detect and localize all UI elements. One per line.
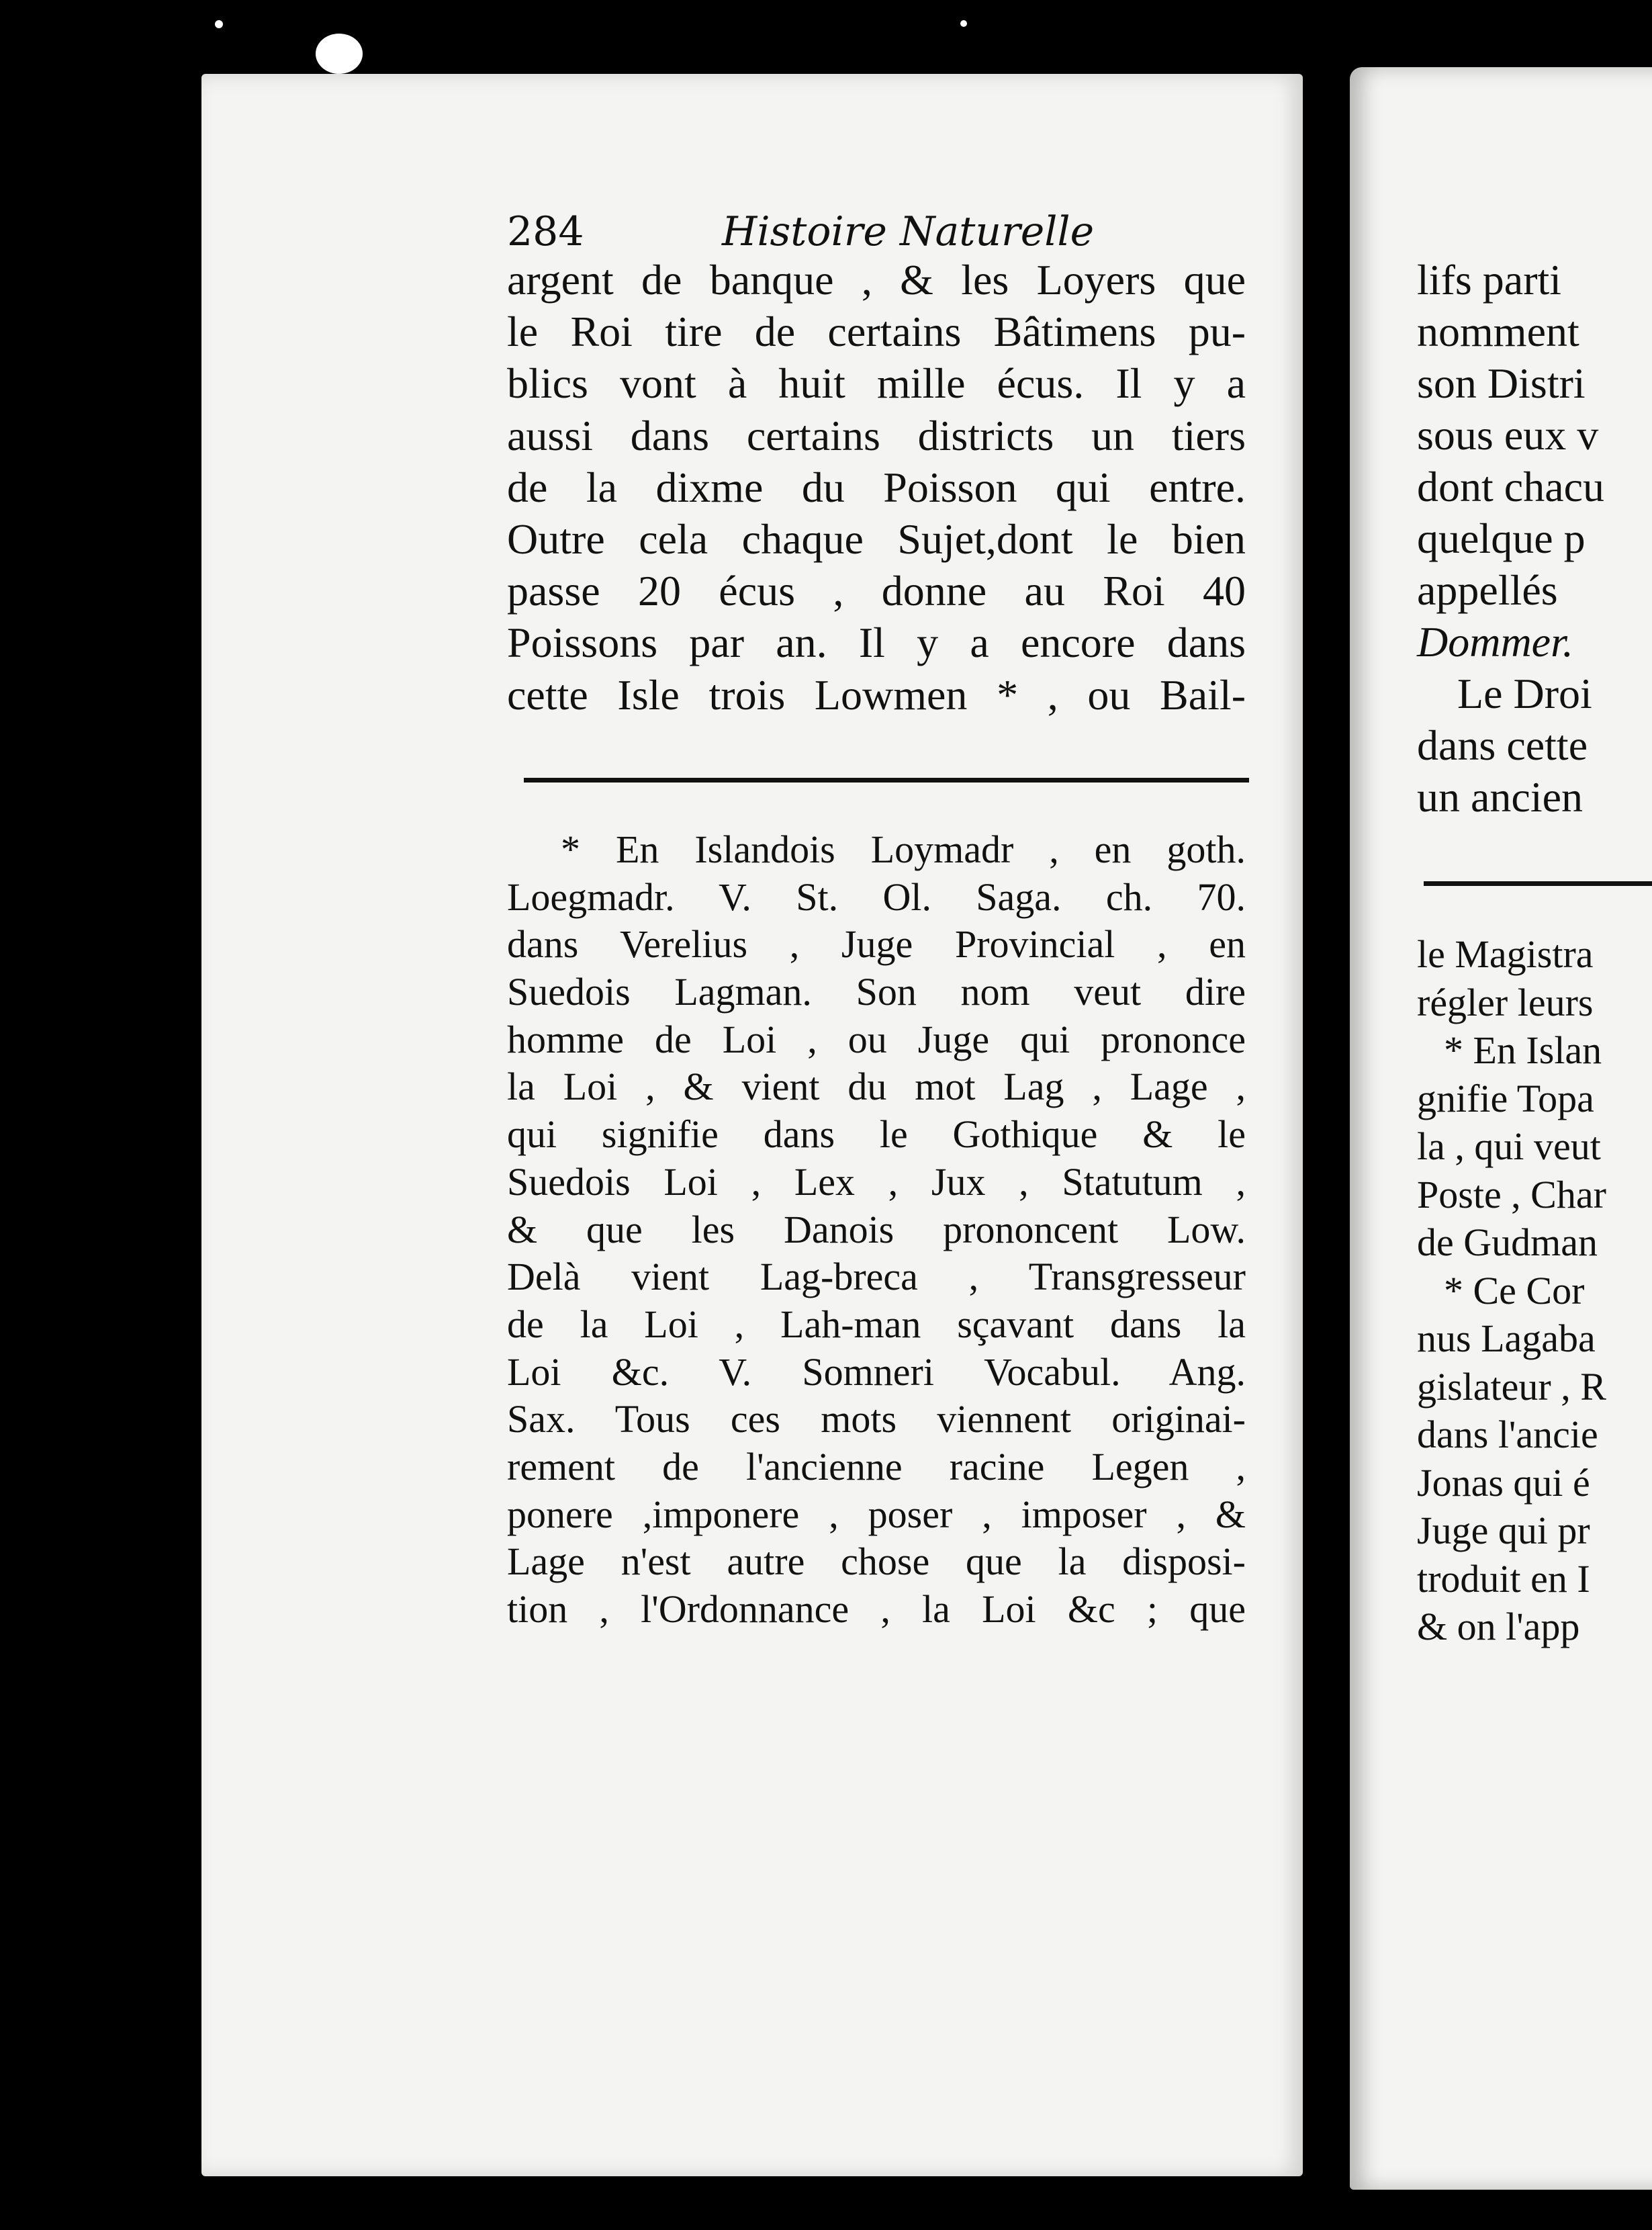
right-line: Dommer. — [1417, 618, 1573, 666]
paper-speck — [316, 34, 363, 74]
footnote-line: & que les Danois prononcent Low. — [507, 1207, 1246, 1251]
right-footnote-line: Jonas qui é — [1417, 1460, 1590, 1505]
right-line: quelque p — [1417, 515, 1586, 562]
body-line: le Roi tire de certains Bâtimens pu- — [507, 308, 1246, 356]
right-line: dont chacu — [1417, 463, 1604, 510]
right-footnote-line: Juge qui pr — [1417, 1509, 1590, 1552]
right-page-body — [1417, 254, 1652, 823]
right-line: son Distri — [1417, 359, 1586, 407]
right-line: appellés — [1417, 566, 1558, 614]
right-line: Le Droi — [1457, 670, 1592, 717]
right-footnote-line: gislateur , R — [1417, 1364, 1606, 1409]
right-footnote-line: la , qui veut — [1417, 1124, 1601, 1168]
footnote-line: Loi &c. V. Somneri Vocabul. Ang. — [507, 1349, 1246, 1394]
body-line: argent de banque , & les Loyers que — [507, 256, 1246, 304]
page-number: 284 — [507, 208, 584, 255]
footnote-line: rement de l'ancienne racine Legen , — [507, 1444, 1246, 1488]
page-header — [507, 202, 1246, 262]
footnote-line: la Loi , & vient du mot Lag , Lage , — [507, 1065, 1246, 1109]
footnote-line: Lage n'est autre chose que la disposi- — [507, 1540, 1246, 1584]
footnote-line: homme de Loi , ou Juge qui prononce — [507, 1017, 1246, 1061]
right-footnote-line: de Gudman — [1417, 1220, 1598, 1264]
footnote-rule — [524, 778, 1249, 783]
right-line: dans cette — [1417, 721, 1588, 769]
footnote-line: Suedois Lagman. Son nom veut dire — [507, 970, 1246, 1014]
footnote-line: ponere ,imponere , poser , imposer , & — [507, 1492, 1246, 1536]
footnote-line: de la Loi , Lah-man sçavant dans la — [507, 1302, 1246, 1346]
right-footnote-line: gnifie Topa — [1417, 1076, 1594, 1120]
footnote-line: Loegmadr. V. St. Ol. Saga. ch. 70. — [507, 875, 1246, 919]
body-line: Poissons par an. Il y a encore dans — [507, 619, 1246, 667]
right-footnote-rule — [1424, 881, 1652, 886]
right-line: lifs parti — [1417, 256, 1562, 304]
right-line: nomment — [1417, 308, 1579, 355]
footnote-line: * En Islandois Loymadr , en goth. — [561, 828, 1246, 871]
paper-speck — [960, 20, 967, 27]
footnote-line: Sax. Tous ces mots viennent originai- — [507, 1397, 1246, 1441]
footnote-line: qui signifie dans le Gothique & le — [507, 1112, 1246, 1157]
body-line: cette Isle trois Lowmen * , ou Bail- — [507, 670, 1246, 719]
footnote-line: Suedois Loi , Lex , Jux , Statutum , — [507, 1159, 1246, 1204]
right-footnote-line: le Magistra — [1417, 932, 1594, 976]
body-line: aussi dans certains districts un tiers — [507, 411, 1246, 459]
right-line: sous eux v — [1417, 411, 1599, 459]
right-footnote-line: troduit en I — [1417, 1556, 1590, 1601]
body-line: Outre cela chaque Sujet,dont le bien — [507, 515, 1246, 563]
right-footnote-line: * En Islan — [1444, 1028, 1602, 1072]
right-footnote-line: * Ce Cor — [1444, 1268, 1585, 1312]
running-title: Histoire Naturelle — [722, 208, 1095, 255]
right-footnote-line: nus Lagaba — [1417, 1317, 1596, 1360]
body-line: passe 20 écus , donne au Roi 40 — [507, 567, 1246, 615]
right-line: un ancien — [1417, 773, 1583, 821]
footnote-line: dans Verelius , Juge Provincial , en — [507, 922, 1246, 967]
body-text — [507, 254, 1246, 721]
body-line: de la dixme du Poisson qui entre. — [507, 463, 1246, 511]
right-footnote-line: Poste , Char — [1417, 1172, 1606, 1216]
paper-speck — [215, 20, 223, 28]
right-page-footnote — [1417, 930, 1652, 1651]
right-footnote-line: régler leurs — [1417, 980, 1594, 1024]
footnote-line: Delà vient Lag-breca , Transgresseur — [507, 1255, 1246, 1299]
footnote — [507, 826, 1246, 1634]
right-footnote-line: dans l'ancie — [1417, 1413, 1598, 1456]
footnote-line: tion , l'Ordonnance , la Loi &c ; que — [507, 1587, 1246, 1631]
right-footnote-line: & on l'app — [1417, 1605, 1580, 1648]
body-line: blics vont à huit mille écus. Il y a — [507, 359, 1246, 408]
